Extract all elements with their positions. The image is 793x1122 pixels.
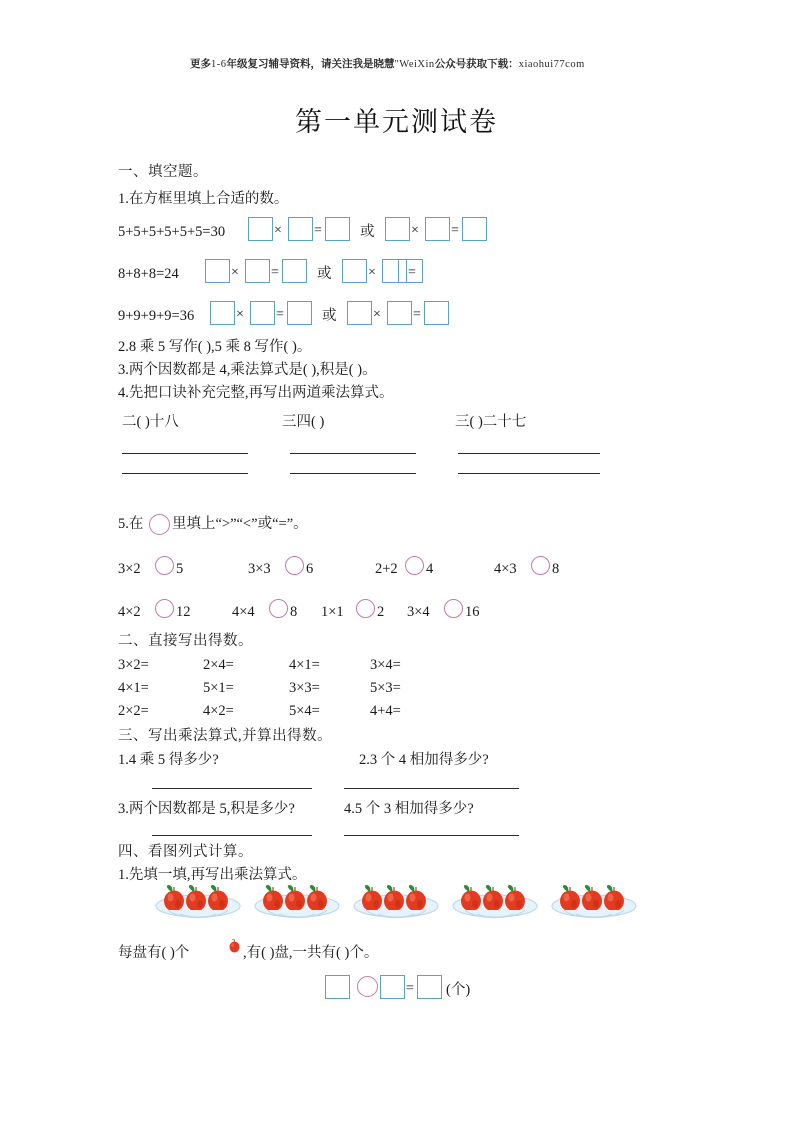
section-3-heading: 三、写出乘法算式,并算出得数。 — [118, 728, 333, 744]
q1-row-3-equals-sign-2: = — [413, 307, 421, 322]
q1-row-3-conjunction: 或 — [322, 308, 337, 324]
q4-answer-line-1b[interactable] — [122, 473, 248, 474]
section-4-fill-prefix: 每盘有( )个 — [118, 945, 190, 961]
q5-r1-c1-right: 5 — [176, 561, 184, 577]
s2-r1-c4: 3×4= — [370, 657, 401, 673]
q1-row-2-box-1[interactable] — [205, 259, 230, 283]
s4-eq-box-2[interactable] — [380, 975, 405, 999]
q1-row-1-equals-sign-2: = — [451, 223, 459, 238]
q1-row-1-box-3[interactable] — [325, 217, 350, 241]
q5-r1-c4-circle[interactable] — [531, 556, 550, 575]
s2-r2-c2: 5×1= — [203, 680, 234, 696]
q4-item-2: 三四( ) — [282, 414, 325, 430]
s2-r3-c1: 2×2= — [118, 703, 149, 719]
apple-plate — [251, 880, 343, 924]
q4-answer-line-2a[interactable] — [290, 453, 416, 454]
q1-row-1-conjunction: 或 — [360, 224, 375, 240]
s2-r1-c1: 3×2= — [118, 657, 149, 673]
section-3-q2: 2.3 个 4 相加得多少? — [359, 752, 489, 768]
q5-r2-c1-left: 4×2 — [118, 604, 141, 620]
section-4-fill-mid: ,有( )盘,一共有( )个。 — [243, 945, 379, 961]
q1-row-2-box-4[interactable] — [342, 259, 367, 283]
section-1-q5-suffix: 里填上“>”“<”或“=”。 — [172, 516, 308, 532]
q4-item-3: 三( )二十七 — [455, 414, 527, 430]
s2-r1-c2: 2×4= — [203, 657, 234, 673]
section-4-q1-label: 1.先填一填,再写出乘法算式。 — [118, 867, 307, 883]
s3-answer-line-3[interactable] — [152, 835, 312, 836]
section-3-q1: 1.4 乘 5 得多少? — [118, 752, 219, 768]
q5-r1-c2-left: 3×3 — [248, 561, 271, 577]
q5-r2-c3-left: 1×1 — [321, 604, 344, 620]
q1-row-2-box-2[interactable] — [245, 259, 270, 283]
q5-r1-c3-right: 4 — [426, 561, 434, 577]
q1-row-3-box-5[interactable] — [387, 301, 412, 325]
q1-row-1-box-4[interactable] — [385, 217, 410, 241]
q1-row-1-box-2[interactable] — [288, 217, 313, 241]
apple-plate — [548, 880, 640, 924]
q1-row-3-multiply-sign: × — [236, 307, 244, 322]
q1-row-3-box-6[interactable] — [424, 301, 449, 325]
q5-r2-c1-right: 12 — [176, 604, 191, 620]
promo-grade: 1-6 — [211, 59, 227, 70]
q1-row-1-multiply-sign-2: × — [411, 223, 419, 238]
promo-weixin: "WeiXin — [394, 59, 435, 70]
s4-eq-unit-label: (个) — [446, 982, 471, 998]
q1-row-2-box-3[interactable] — [282, 259, 307, 283]
promo-prefix: 更多 — [190, 59, 211, 70]
q4-answer-line-2b[interactable] — [290, 473, 416, 474]
q5-r1-c1-circle[interactable] — [155, 556, 174, 575]
q5-r1-c2-circle[interactable] — [285, 556, 304, 575]
q5-r1-c1-left: 3×2 — [118, 561, 141, 577]
q1-row-2-multiply-sign: × — [231, 265, 239, 280]
s2-r2-c4: 5×3= — [370, 680, 401, 696]
s2-r3-c2: 4×2= — [203, 703, 234, 719]
s2-r3-c3: 5×4= — [289, 703, 320, 719]
section-1-q3: 3.两个因数都是 4,乘法算式是( ),积是( )。 — [118, 362, 377, 378]
promo-header — [190, 58, 620, 72]
promo-tail: 公众号获取下载： — [434, 59, 519, 70]
section-1-q2: 2.8 乘 5 写作( ),5 乘 8 写作( )。 — [118, 339, 312, 355]
q1-row-1-box-5[interactable] — [425, 217, 450, 241]
section-1-heading: 一、填空题。 — [118, 164, 208, 180]
q1-row-3-box-4[interactable] — [347, 301, 372, 325]
s4-eq-operator-circle[interactable] — [357, 976, 378, 997]
s2-r1-c3: 4×1= — [289, 657, 320, 673]
promo-mid: 年级复习辅导资料，请关注 — [226, 59, 353, 70]
q5-r2-c3-circle[interactable] — [356, 599, 375, 618]
q5-r1-c3-left: 2+2 — [375, 561, 398, 577]
q1-row-3-box-1[interactable] — [210, 301, 235, 325]
q1-row-1-box-1[interactable] — [248, 217, 273, 241]
section-1-q1-label: 1.在方框里填上合适的数。 — [118, 191, 289, 207]
q1-row-2-multiply-sign-2: × — [368, 265, 376, 280]
section-3-q3: 3.两个因数都是 5,积是多少? — [118, 801, 295, 817]
q1-row-2-expression: 8+8+8=24 — [118, 266, 179, 282]
s3-answer-line-4[interactable] — [344, 835, 519, 836]
s4-eq-box-3[interactable] — [417, 975, 442, 999]
q5-r2-c2-left: 4×4 — [232, 604, 255, 620]
q1-row-2-conjunction: 或 — [317, 266, 332, 282]
q5-r2-c4-right: 16 — [465, 604, 480, 620]
section-4-heading: 四、看图列式计算。 — [118, 844, 253, 860]
q1-row-1-equals-sign: = — [314, 223, 322, 238]
q5-r2-c2-circle[interactable] — [269, 599, 288, 618]
apple-inline-icon — [227, 938, 242, 954]
page-title: 第一单元测试卷 — [295, 107, 498, 137]
q4-answer-line-3b[interactable] — [458, 473, 600, 474]
q4-answer-line-1a[interactable] — [122, 453, 248, 454]
q5-r1-c3-circle[interactable] — [405, 556, 424, 575]
s4-eq-equals-sign: = — [406, 981, 414, 996]
q1-row-3-multiply-sign-2: × — [373, 307, 381, 322]
q5-r1-c4-right: 8 — [552, 561, 560, 577]
s2-r2-c1: 4×1= — [118, 680, 149, 696]
promo-account: 我是晓慧 — [352, 59, 395, 70]
apple-plate — [350, 880, 442, 924]
s2-r2-c3: 3×3= — [289, 680, 320, 696]
q1-row-3-expression: 9+9+9+9=36 — [118, 308, 195, 324]
q1-row-3-box-3[interactable] — [287, 301, 312, 325]
q5-r2-c4-circle[interactable] — [444, 599, 463, 618]
q1-row-3-equals-sign: = — [276, 307, 284, 322]
apple-plate — [152, 880, 244, 924]
q5-r1-c4-left: 4×3 — [494, 561, 517, 577]
q5-r2-c4-left: 3×4 — [407, 604, 430, 620]
s3-answer-line-1[interactable] — [152, 788, 312, 789]
q5-r1-c2-right: 6 — [306, 561, 314, 577]
q1-row-1-multiply-sign: × — [274, 223, 282, 238]
section-2-heading: 二、直接写出得数。 — [118, 633, 253, 649]
q1-row-1-box-6[interactable] — [462, 217, 487, 241]
q4-answer-line-3a[interactable] — [458, 453, 600, 454]
promo-site: xiaohui77com — [518, 59, 585, 70]
q1-row-1-expression: 5+5+5+5+5+5=30 — [118, 224, 226, 240]
q1-row-2-equals-sign: = — [271, 265, 279, 280]
q1-row-2-equals-sign-2: = — [408, 265, 416, 280]
s4-eq-box-1[interactable] — [325, 975, 350, 999]
section-1-q5-prefix: 5.在 — [118, 516, 144, 532]
q1-row-2-box-6[interactable] — [398, 259, 423, 283]
section-1-q4-label: 4.先把口诀补充完整,再写出两道乘法算式。 — [118, 385, 394, 401]
s3-answer-line-2[interactable] — [344, 788, 519, 789]
q5-sample-circle — [149, 514, 170, 535]
apple-plate — [449, 880, 541, 924]
q5-r2-c2-right: 8 — [290, 604, 298, 620]
s2-r3-c4: 4+4= — [370, 703, 401, 719]
q4-item-1: 二( )十八 — [122, 414, 179, 430]
q5-r2-c1-circle[interactable] — [155, 599, 174, 618]
q1-row-3-box-2[interactable] — [250, 301, 275, 325]
section-3-q4: 4.5 个 3 相加得多少? — [344, 801, 474, 817]
q5-r2-c3-right: 2 — [377, 604, 385, 620]
